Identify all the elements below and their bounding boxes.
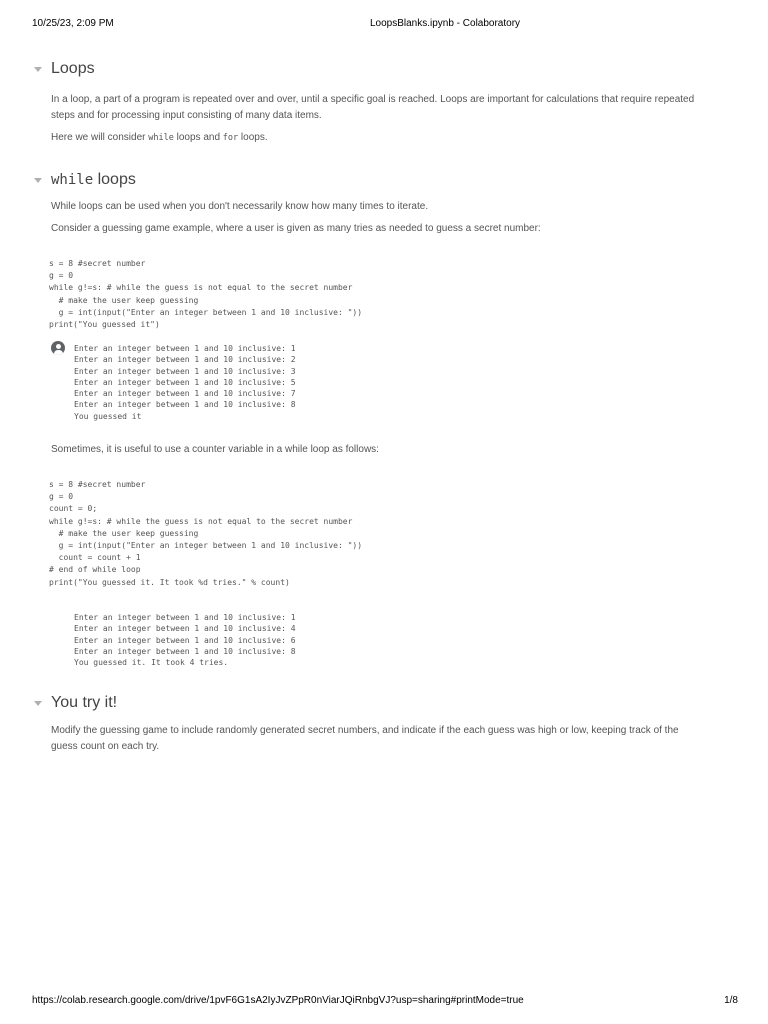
title-while-rest: loops (93, 171, 136, 188)
title-while-code: while (51, 172, 94, 188)
print-url: https://colab.research.google.com/drive/1pvF6G1sA2IyJvZPpR0nViarJQiRnbgVJ?usp=sharing#printMode=true (32, 995, 524, 1006)
loops-consider (51, 130, 701, 146)
consider-prefix: Here we will consider (51, 132, 149, 143)
while-para-1: While loops can be used when you don't necessarily know how many times to iterate. (51, 201, 429, 212)
section-title-loops: Loops (51, 60, 95, 77)
output-cell-1: Enter an integer between 1 and 10 inclusive: 1 Enter an integer between 1 and 10 inclusive: 2 Enter an integer between 1 and 10 inclusive: 3 Enter an integer between 1 and 10 inclusive: 5 Enter an integer between 1 and 10 inclusive: 7 Enter an integer between 1 and 10 inclusive: 8 You guessed it (74, 344, 296, 421)
chevron-down-icon[interactable] (34, 178, 42, 183)
account-circle-icon[interactable] (51, 341, 65, 355)
section-try-header (34, 694, 117, 712)
code-for: for (222, 133, 239, 143)
print-header (0, 18, 768, 32)
section-title-while (51, 171, 136, 189)
chevron-down-icon[interactable] (34, 67, 42, 72)
output-cell-2: Enter an integer between 1 and 10 inclusive: 1 Enter an integer between 1 and 10 inclusive: 4 Enter an integer between 1 and 10 inclusive: 6 Enter an integer between 1 and 10 inclusive: 8 You guessed it. It took 4 tries. (74, 613, 296, 668)
code-cell-1[interactable]: s = 8 #secret number g = 0 while g!=s: # while the guess is not equal to the secret number # make the user keep guessing g = int(input("Enter an integer between 1 and 10 inclusive: ")) print("You guessed it") (49, 259, 363, 330)
print-title: LoopsBlanks.ipynb - Colaboratory (369, 18, 521, 29)
print-datetime: 10/25/23, 2:09 PM (32, 18, 114, 29)
chevron-down-icon[interactable] (34, 701, 42, 706)
section-while-header (34, 171, 136, 189)
try-it-text: Modify the guessing game to include randomly generated secret numbers, and indicate if the each guess was high or low, keeping track of the guess count on each try. (51, 725, 679, 752)
loops-intro: In a loop, a part of a program is repeated over and over, until a specific goal is reached. Loops are important for calculations that require repeated steps and for processing input consisting of many data items. (51, 94, 695, 121)
while-para-3: Sometimes, it is useful to use a counter variable in a while loop as follows: (51, 444, 379, 455)
code-cell-2[interactable]: s = 8 #secret number g = 0 count = 0; while g!=s: # while the guess is not equal to the secret number # make the user keep guessing g = int(input("Enter an integer between 1 and 10 inclusive: ")) count = count + 1 # end of while loop print("You guessed it. It took %d tries." % count) (49, 480, 363, 587)
page-number: 1/8 (724, 995, 738, 1006)
code-while: while (148, 133, 174, 143)
print-footer (0, 995, 768, 1009)
while-para-2: Consider a guessing game example, where a user is given as many tries as needed to guess a secret number: (51, 223, 541, 234)
consider-suffix: loops. (238, 132, 268, 143)
section-title-try: You try it! (51, 694, 118, 711)
section-loops-header (34, 60, 95, 78)
consider-mid: loops and (173, 132, 223, 143)
